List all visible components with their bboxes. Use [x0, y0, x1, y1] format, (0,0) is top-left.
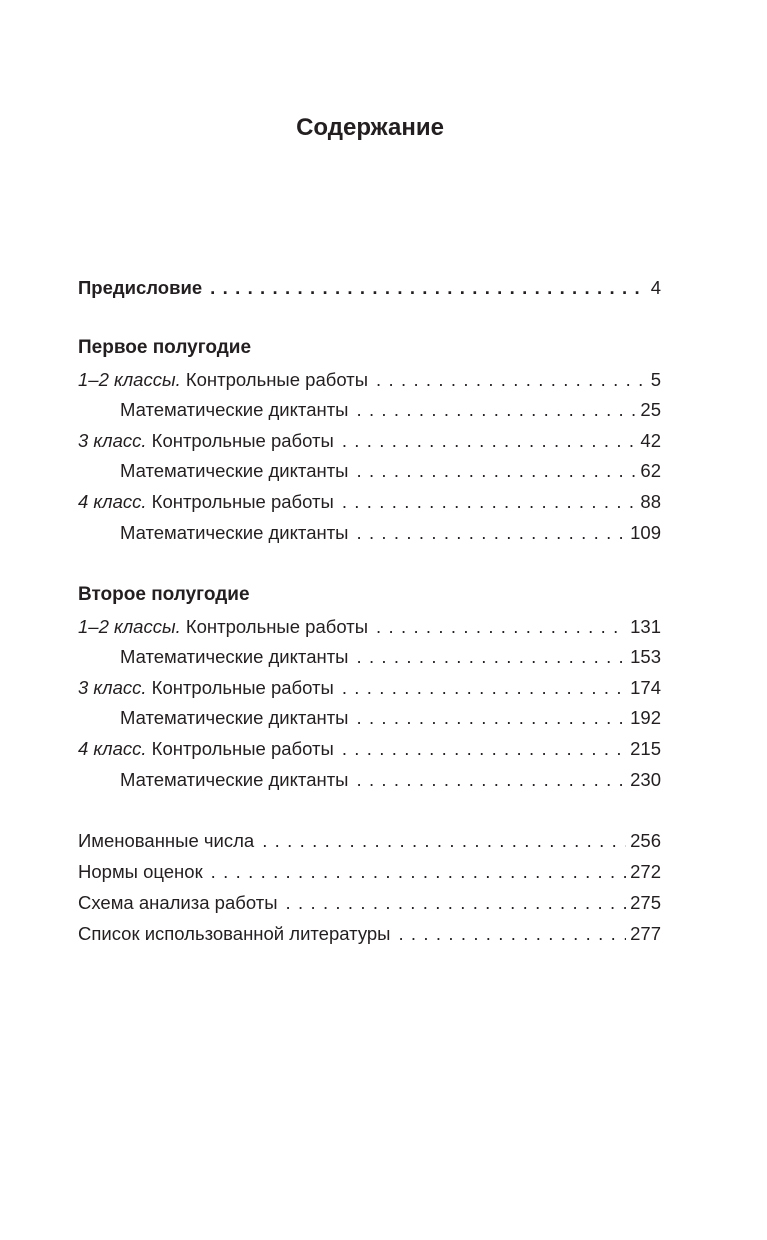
entry-prefix: 4 класс. — [78, 491, 147, 512]
entry-title: Список использованной литературы — [78, 923, 391, 944]
entry-page: 275 — [630, 892, 661, 913]
entry-page: 131 — [630, 616, 661, 637]
dot-leader — [376, 369, 647, 391]
entry-page: 88 — [640, 491, 661, 512]
toc-entry[interactable] — [78, 738, 661, 760]
dot-leader — [356, 769, 626, 791]
entry-prefix: 1–2 классы. — [78, 616, 181, 637]
entry-title: Математические диктанты — [120, 646, 349, 667]
toc-entry[interactable] — [120, 460, 661, 482]
section-heading: Второе полугодие — [78, 584, 250, 605]
entry-title: Математические диктанты — [120, 707, 349, 728]
section-heading: Первое полугодие — [78, 337, 252, 358]
toc-entry[interactable] — [120, 646, 661, 668]
entry-title: Математические диктанты — [120, 460, 349, 481]
toc-entry[interactable] — [120, 522, 661, 544]
dot-leader — [342, 430, 637, 452]
toc-entry[interactable] — [120, 707, 661, 729]
entry-title: Контрольные работы — [185, 616, 368, 637]
entry-page: 5 — [650, 369, 661, 390]
entry-title: Контрольные работы — [151, 430, 334, 451]
dot-leader — [376, 616, 626, 638]
entry-page: 215 — [630, 738, 661, 759]
entry-title: Контрольные работы — [151, 738, 334, 759]
entry-page: 42 — [640, 430, 661, 451]
entry-page: 230 — [630, 769, 661, 790]
entry-title: Математические диктанты — [120, 399, 349, 420]
dot-leader — [398, 923, 626, 945]
entry-prefix: 4 класс. — [78, 738, 147, 759]
entry-title: Математические диктанты — [120, 769, 349, 790]
entry-page: 109 — [630, 522, 661, 543]
toc-entry[interactable] — [78, 677, 661, 699]
page-title: Содержание — [296, 114, 444, 141]
toc-entry[interactable] — [78, 861, 661, 883]
entry-page: 256 — [630, 830, 661, 851]
entry-title: Предисловие — [78, 277, 203, 298]
dot-leader — [210, 277, 647, 299]
entry-prefix: 1–2 классы. — [78, 369, 181, 390]
toc-entry[interactable] — [120, 769, 661, 791]
dot-leader — [286, 892, 627, 914]
dot-leader — [342, 738, 626, 760]
entry-title: Контрольные работы — [151, 677, 334, 698]
entry-title: Математические диктанты — [120, 522, 349, 543]
entry-page: 192 — [630, 707, 661, 728]
entry-title: Именованные числа — [78, 830, 255, 851]
toc-entry[interactable] — [78, 892, 661, 914]
entry-title: Схема анализа работы — [78, 892, 278, 913]
toc-entry[interactable] — [78, 616, 661, 638]
dot-leader — [356, 460, 636, 482]
entry-page: 62 — [640, 460, 661, 481]
dot-leader — [342, 491, 637, 513]
dot-leader — [356, 646, 626, 668]
entry-title: Контрольные работы — [185, 369, 368, 390]
dot-leader — [211, 861, 626, 883]
entry-page: 25 — [640, 399, 661, 420]
dot-leader — [262, 830, 626, 852]
entry-page: 174 — [630, 677, 661, 698]
entry-page: 4 — [650, 277, 661, 298]
entry-title: Нормы оценок — [78, 861, 203, 882]
dot-leader — [356, 707, 626, 729]
toc-entry[interactable] — [78, 491, 661, 513]
toc-entry-preface[interactable] — [78, 277, 661, 299]
entry-prefix: 3 класс. — [78, 430, 147, 451]
entry-page: 153 — [630, 646, 661, 667]
toc-entry[interactable] — [78, 830, 661, 852]
entry-page: 272 — [630, 861, 661, 882]
dot-leader — [342, 677, 626, 699]
dot-leader — [356, 522, 626, 544]
toc-entry[interactable] — [78, 430, 661, 452]
entry-page: 277 — [630, 923, 661, 944]
toc-entry[interactable] — [78, 923, 661, 945]
toc-entry[interactable] — [120, 399, 661, 421]
entry-prefix: 3 класс. — [78, 677, 147, 698]
dot-leader — [356, 399, 636, 421]
toc-entry[interactable] — [78, 369, 661, 391]
entry-title: Контрольные работы — [151, 491, 334, 512]
